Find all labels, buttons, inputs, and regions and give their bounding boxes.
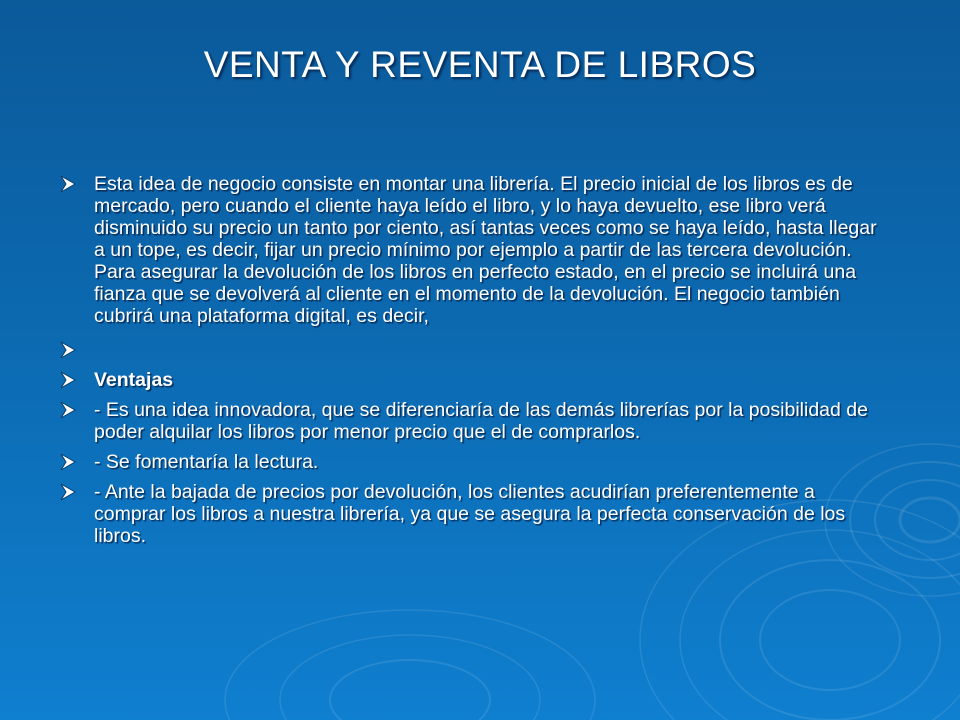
bullet-item [58, 451, 878, 473]
arrowhead-bullet-icon [58, 173, 80, 195]
bullet-item [58, 339, 878, 361]
arrowhead-bullet-icon [58, 339, 80, 361]
arrowhead-bullet-icon [58, 451, 80, 473]
arrowhead-bullet-icon [58, 369, 80, 391]
slide-title: VENTA Y REVENTA DE LIBROS [203, 44, 757, 85]
bullet-item [58, 173, 878, 327]
bullet-item [58, 481, 878, 547]
bullet-text: - Es una idea innovadora, que se diferenciaría de las demás librerías por la posibilidad de poder alquilar los libros por menor precio que el de comprarlos. [94, 399, 868, 443]
bullet-text: - Ante la bajada de precios por devolución, los clientes acudirían preferentemente a comprar los libros a nuestra librería, ya que se asegura la perfecta conservación de los libros. [94, 481, 846, 547]
bullet-text: Esta idea de negocio consiste en montar una librería. El precio inicial de los libros es de mercado, pero cuando el cliente haya leído el libro, y lo haya devuelto, ese libro verá disminuido su precio un tanto por ciento, así tantas veces como se haya leído, hasta llegar a un tope, es decir, fijar un precio mínimo por ejemplo a partir de las tercera devolución. Para asegurar la devolución de los libros en perfecto estado, en el precio se incluirá una fianza que se devolverá al cliente en el momento de la devolución. El negocio también cubrirá una plataforma digital, es decir, [94, 173, 877, 327]
bullet-item [58, 399, 878, 443]
arrowhead-bullet-icon [58, 399, 80, 421]
bullet-list [58, 173, 878, 555]
bullet-heading-ventajas: Ventajas [94, 369, 174, 391]
bullet-text: - Se fomentaría la lectura. [94, 451, 319, 473]
bullet-item [58, 369, 878, 391]
arrowhead-bullet-icon [58, 481, 80, 503]
